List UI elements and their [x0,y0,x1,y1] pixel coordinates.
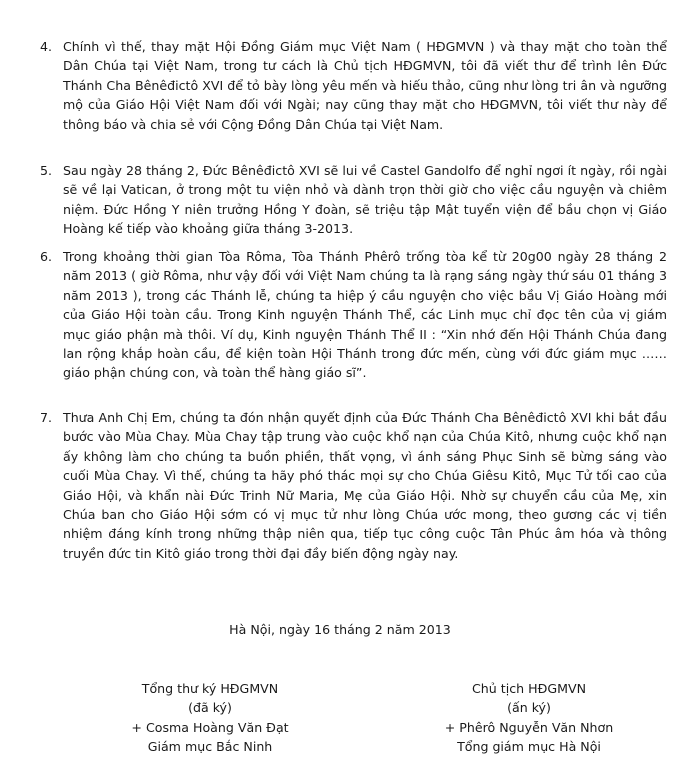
signer-name: + Phêrô Nguyễn Văn Nhơn [444,719,614,735]
paragraph-number: 6. [40,249,53,264]
signer-role: Tổng thư ký HĐGMVN [141,681,279,696]
signer-title: Giám mục Bắc Ninh [147,739,273,755]
paragraph-number: 7. [40,410,53,425]
paragraph-text: Trong khoảng thời gian Tòa Rôma, Tòa Thánh Phêrô trống tòa kể từ 20g00 ngày 28 tháng 2 năm 2013 ( giờ Rôma, như vậy đối với Việt Nam chúng ta là rạng sáng ngày thứ sáu 01 tháng 3 năm 2013 ), trong các Thánh lễ, chúng ta hiệp ý cầu nguyện cho việc bầu Vị Giáo Hoàng mới của Giáo Hội toàn cầu. Trong Kinh nguyện Thánh Thể, các Linh mục chỉ đọc tên của vị giám mục giáo phận mà thôi. Ví dụ, Kinh nguyện Thánh Thể II : “Xin nhớ đến Hội Thánh Chúa đang lan rộng khắp hoàn cầu, để kiện toàn Hội Thánh trong đức mến, cùng với đức giám mục …… giáo phận chúng con, và toàn thể hàng giáo sĩ”. [63,249,667,381]
signature-note: (đã ký) [188,700,232,716]
paragraph-number: 5. [40,163,53,178]
paragraph-text: Sau ngày 28 tháng 2, Đức Bênêđictô XVI sẽ lui về Castel Gandolfo để nghỉ ngơi ít ngày, rồi ngài sẽ về lại Vatican, ở trong một tu viện nhỏ và dành trọn thời giờ cho việc cầu nguyện và chiêm niệm. Đức Hồng Y niên trưởng Hồng Y đoàn, sẽ triệu tập Mật tuyển viện để bầu chọn vị Giáo Hoàng kế tiếp vào khoảng giữa tháng 3-2013. [63,163,667,237]
signature-block-secretary [80,679,340,757]
dateline: Hà Nội, ngày 16 tháng 2 năm 2013 [229,622,451,637]
signature-note: (ấn ký) [507,700,551,716]
signature-block-president [399,679,659,757]
signer-name: + Cosma Hoàng Văn Đạt [131,719,289,735]
signer-title: Tổng giám mục Hà Nội [457,739,601,755]
paragraph-text: Chính vì thế, thay mặt Hội Đồng Giám mục Việt Nam ( HĐGMVN ) và thay mặt cho toàn thể Dân Chúa tại Việt Nam, trong tư cách là Chủ tịch HĐGMVN, tôi đã viết thư để trình lên Đức Thánh Cha Bênêđictô XVI để tỏ bày lòng yêu mến và hiếu thảo, cũng như lòng tri ân và ngưỡng mộ của Giáo Hội Việt Nam đối với Ngài; nay cũng thay mặt cho HĐGMVN, tôi viết thư này để thông báo và chia sẻ với Cộng Đồng Dân Chúa tại Việt Nam. [63,39,667,132]
paragraph-text: Thưa Anh Chị Em, chúng ta đón nhận quyết định của Đức Thánh Cha Bênêđictô XVI khi bắt đầu bước vào Mùa Chay. Mùa Chay tập trung vào cuộc khổ nạn của Chúa Kitô, nhưng cuộc khổ nạn ấy không làm cho chúng ta buồn phiền, thất vọng, vì ánh sáng Phục Sinh sẽ bừng sáng vào cuối Mùa Chay. Vì thế, chúng ta hãy phó thác mọi sự cho Chúa Giêsu Kitô, Mục Tử tối cao của Giáo Hội, và khẩn nài Đức Trinh Nữ Maria, Mẹ của Giáo Hội. Nhờ sự chuyển cầu của Mẹ, xin Chúa ban cho Giáo Hội sớm có vị mục tử như lòng Chúa ước mong, theo gương các vị tiền nhiệm đáng kính trong những thập niên qua, tiếp tục công cuộc Tân Phúc âm hóa và thông truyền đức tin Kitô giáo trong thời đại đầy biến động ngày nay. [63,410,667,561]
paragraph-number: 4. [40,39,53,54]
signer-role: Chủ tịch HĐGMVN [472,681,586,696]
